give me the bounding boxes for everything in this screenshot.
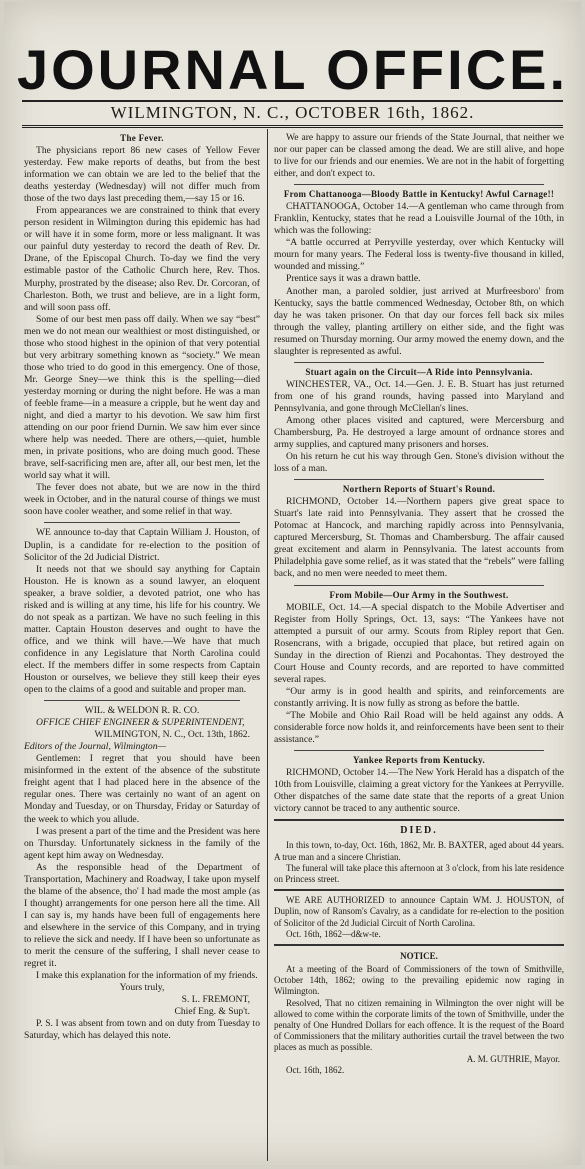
fever-paragraph-2: From appearances we are constrained to think that every person resident in Wilmington during this epidemic has had or will have it in some form, more or less malignant. It was our painful duty yesterday to record the death of Rev. Dr. Drane, of the Episcopal Church. To-day we find the very estimable pastor of the Catholic Church here, Rev. Thos. Murphy, prostrated by the disease; also Rev. Dr. Corcoran, of Charleston. Both, we trust and believe, are in a light form, and will soon pass off. bbox=[24, 205, 260, 313]
houston-paragraph-1: WE announce to-day that Captain William J. Houston, of Duplin, is a candidate for re-election to the position of Solicitor of the 2d Judicial District. bbox=[24, 527, 260, 563]
died-paragraph-2: The funeral will take place this afternoon at 3 o'clock, from his late residence on Princess street. bbox=[274, 862, 564, 884]
yankee-reports-heading: Yankee Reports from Kentucky. bbox=[352, 755, 486, 766]
column-divider bbox=[267, 129, 268, 1161]
notice-signer: A. M. GUTHRIE, Mayor. bbox=[466, 1053, 560, 1064]
mobile-heading: From Mobile—Our Army in the Southwest. bbox=[329, 589, 509, 600]
fever-paragraph-1: The physicians report 86 new cases of Yellow Fever yesterday. Few make reports of deaths, but from the best information we can obtain we are led to the belief that the deaths yesterday (Wednesday) will not differ much from those of the two days last preceding them,—say 15 or 16. bbox=[24, 145, 260, 205]
article-separator bbox=[44, 700, 240, 701]
article-separator bbox=[294, 184, 544, 185]
letter-postscript: P. S. I was absent from town and on duty from Tuesday to Saturday, which has delayed this note. bbox=[24, 1018, 260, 1042]
fever-paragraph-3: Some of our best men pass off daily. When we say “best” men we do not mean our wealthiest or most distinguished, or those who stood highest in the opinion of that very potential but very arbitrary something known as “society.” We mean those who tried to do good in this emergency. One of those, Mr. George Sney—we think this is the spelling—died yesterday morning or during the night before. He was a man of feeble frame—in a measure a cripple, but he went day and night, and died a martyr to his devotion. We saw him first attending on our poor friend Durnin. We saw him ever since where help was needed. There are others,—quiet, humble men, in private positions, who are doing much good. These brave, self-sacrificing men are, after all, our best men, let the world say what it will. bbox=[24, 313, 260, 482]
letter-paragraph-4: I make this explanation for the information of my friends. bbox=[36, 970, 258, 982]
northern-reports-paragraph: RICHMOND, October 14.—Northern papers give great space to Stuart's late raid into Pennsylvania. They assert that he crossed the Potomac at Hancock, and marching rapidly across into Pennsylvania, captured Mercersburg, St. Thomas and Chambersburg. The affair caused great excitement and alarm in Pennsylvania. The latest accounts from Philadelphia gave some relief, as it was stated that the “rebels” were falling back, and no men were needed to meet them. bbox=[274, 496, 564, 580]
letter-closing: Yours truly, bbox=[119, 982, 165, 994]
masthead-rule bbox=[22, 100, 563, 102]
section-rule bbox=[274, 944, 564, 946]
state-journal-notice: We are happy to assure our friends of the State Journal, that neither we nor our paper can be classed among the dead. We are still alive, and hope to live for our friends and our enemies. We are not in the habit of forgetting either, and don't expect to. bbox=[274, 132, 564, 180]
article-separator bbox=[294, 585, 544, 586]
left-column bbox=[24, 132, 260, 1159]
article-separator bbox=[44, 522, 240, 523]
fever-paragraph-4: The fever does not abate, but we are now in the third week in October, and in the natural course of things we must soon have cooler weather, and some relief in that way. bbox=[24, 482, 260, 518]
authorized-announcement: WE ARE AUTHORIZED to announce Captain WM. J. HOUSTON, of Duplin, now of Ransom's Cavalry, as a candidate for re-election to the position of Solicitor of the 2d Judicial Circuit of North Carolina. bbox=[274, 895, 564, 928]
masthead-title: JOURNAL OFFICE. bbox=[16, 38, 569, 101]
stuart-circuit-heading: Stuart again on the Circuit—A Ride into Pennsylvania. bbox=[305, 366, 533, 377]
chattanooga-paragraph-1: CHATTANOOGA, October 14.—A gentleman who came through from Franklin, Kentucky, states that he read a Louisville Journal of the 10th, in which was the following: bbox=[274, 201, 564, 237]
right-column bbox=[274, 132, 564, 1159]
chattanooga-paragraph-3: Prentice says it was a drawn battle. bbox=[286, 273, 421, 285]
newspaper-sheet bbox=[4, 2, 581, 1165]
article-separator bbox=[294, 479, 544, 480]
letter-company: WIL. & WELDON R. R. CO. bbox=[84, 705, 200, 717]
notice-heading: NOTICE. bbox=[400, 950, 438, 961]
authorized-date: Oct. 16th, 1862—d&w-te. bbox=[286, 928, 381, 939]
dateline-rule bbox=[22, 125, 563, 128]
letter-paragraph-2: I was present a part of the time and the President was here on Thursday. Unfortunately sickness in the family of the agent kept him away on Wednesday. bbox=[24, 825, 260, 861]
article-separator bbox=[294, 750, 544, 751]
notice-paragraph-2: Resolved, That no citizen remaining in Wilmington the over night will be allowed to come within the corporate limits of the town of Smithville, under the penalty of One Hundred Dollars for each offence. It is the request of the Board of Commissioners that the military authorities curtail the travel between the two places as much as possible. bbox=[274, 997, 564, 1053]
stuart-circuit-paragraph-2: Among other places visited and captured, were Mercersburg and Chambersburg, Pa. He destroyed a large amount of ordnance stores and army supplies, and captured many prisoners and horses. bbox=[274, 414, 564, 451]
died-heading: DIED. bbox=[400, 825, 438, 837]
letter-signer-title: Chief Eng. & Sup't. bbox=[174, 1006, 250, 1018]
letter-place: WILMINGTON, N. C., Oct. 13th, 1862. bbox=[94, 729, 250, 741]
notice-date: Oct. 16th, 1862. bbox=[286, 1064, 345, 1075]
letter-office: OFFICE CHIEF ENGINEER & SUPERINTENDENT, bbox=[36, 717, 245, 729]
fever-heading: The Fever. bbox=[120, 133, 164, 143]
letter-paragraph-1: Gentlemen: I regret that you should have been misinformed in the extent of the absence of the substitute freight agent that I had placed here in the absence of the regular ones. There was certainly no want of an agent on Monday and Tuesday, or on Thursday, Friday or Saturday of the week to which you allude. bbox=[24, 753, 260, 825]
chattanooga-paragraph-2: “A battle occurred at Perryville yesterday, over which Kentucky will mourn for many years. The Federal loss is twenty-five thousand in killed, wounded and missing.” bbox=[274, 237, 564, 273]
mobile-paragraph-2: “Our army is in good health and spirits, and reinforcements are constantly arriving. It is now fully as strong as before the battle. bbox=[274, 685, 564, 709]
dateline: WILMINGTON, N. C., OCTOBER 16th, 1862. bbox=[110, 103, 475, 122]
notice-paragraph-1: At a meeting of the Board of Commissioners of the town of Smithville, October 14th, 1862; owing to the prevailing epidemic now raging in Wilmington. bbox=[274, 963, 564, 997]
died-paragraph-1: In this town, to-day, Oct. 16th, 1862, Mr. B. BAXTER, aged about 44 years. A true man and a sincere Christian. bbox=[274, 840, 564, 862]
northern-reports-heading: Northern Reports of Stuart's Round. bbox=[342, 484, 496, 495]
letter-paragraph-3: As the responsible head of the Department of Transportation, Machinery and Roadway, I take upon myself the blame of the absence, tho' I had made the most ample (as I thought) arrangements for one person here all the time. All I can say is, my hands have been full of engagements here and elsewhere in the service of this Company, and in trying to relieve the sick and needy. If I have been so unfortunate as to merit the censure of the suffering, I shall never cease to regret it. bbox=[24, 861, 260, 970]
stuart-circuit-paragraph-1: WINCHESTER, VA., Oct. 14.—Gen. J. E. B. Stuart has just returned from one of his grand rounds, having passed into Maryland and Pennsylvania, and gone through McClellan's lines. bbox=[274, 378, 564, 414]
houston-paragraph-2: It needs not that we should say anything for Captain Houston. He is known as a sound lawyer, an eloquent speaker, a brave soldier, a devoted patriot, one who has risked and is willing at any time, his life for his country. We do not speak as a partizan. We have no such feeling in this matter. Captain Houston deserves and ought to have the office, and we think will have.—We have that much confidence in any Legislature that North Carolina could elect. If the members differ in some respects from Captain Houston or ourselves, we believe they still keep their eyes open to the claims of a good and suitable and proper man. bbox=[24, 563, 260, 696]
chattanooga-paragraph-4: Another man, a paroled soldier, just arrived at Murfreesboro' from Kentucky, says the battle commenced Wednesday, October 8th, on which day he was taken prisoner. On that day our forces fell back six miles through the valley, planting artillery on either side, and the fight was resumed on Thursday morning. Our army mowed the enemy down, and the slaughter is represented as awful. bbox=[274, 285, 564, 357]
letter-signer-name: S. L. FREMONT, bbox=[181, 994, 250, 1006]
letter-salutation: Editors of the Journal, Wilmington— bbox=[24, 741, 167, 753]
article-separator bbox=[294, 362, 544, 363]
section-rule bbox=[274, 819, 564, 821]
section-rule bbox=[274, 889, 564, 891]
chattanooga-heading: From Chattanooga—Bloody Battle in Kentucky! Awful Carnage!! bbox=[283, 189, 555, 200]
stuart-circuit-paragraph-3: On his return he cut his way through Gen. Stone's division without the loss of a man. bbox=[274, 451, 564, 475]
mobile-paragraph-1: MOBILE, Oct. 14.—A special dispatch to the Mobile Advertiser and Register from Holly Springs, Oct. 13, says: “The Yankees have not attempted a pursuit of our army. Scouts from Ripley report that Gen. Rosencrans, with a brigade, occupied that place, but retired again on Sunday in the direction of Rienzi and Pocahontas. They destroyed the Court House and County records, and are reported to have committed several rapes. bbox=[274, 601, 564, 685]
yankee-reports-paragraph: RICHMOND, October 14.—The New York Herald has a dispatch of the 10th from Louisville, claiming a great victory for the Yankees at Perryville. Other dispatches of the same date state that the reports of a great Union victory cannot be traced to any authentic source. bbox=[274, 767, 564, 815]
mobile-paragraph-3: “The Mobile and Ohio Rail Road will be held against any odds. A considerable force now holds it, and reinforcements have been sent to their assistance.” bbox=[274, 709, 564, 746]
